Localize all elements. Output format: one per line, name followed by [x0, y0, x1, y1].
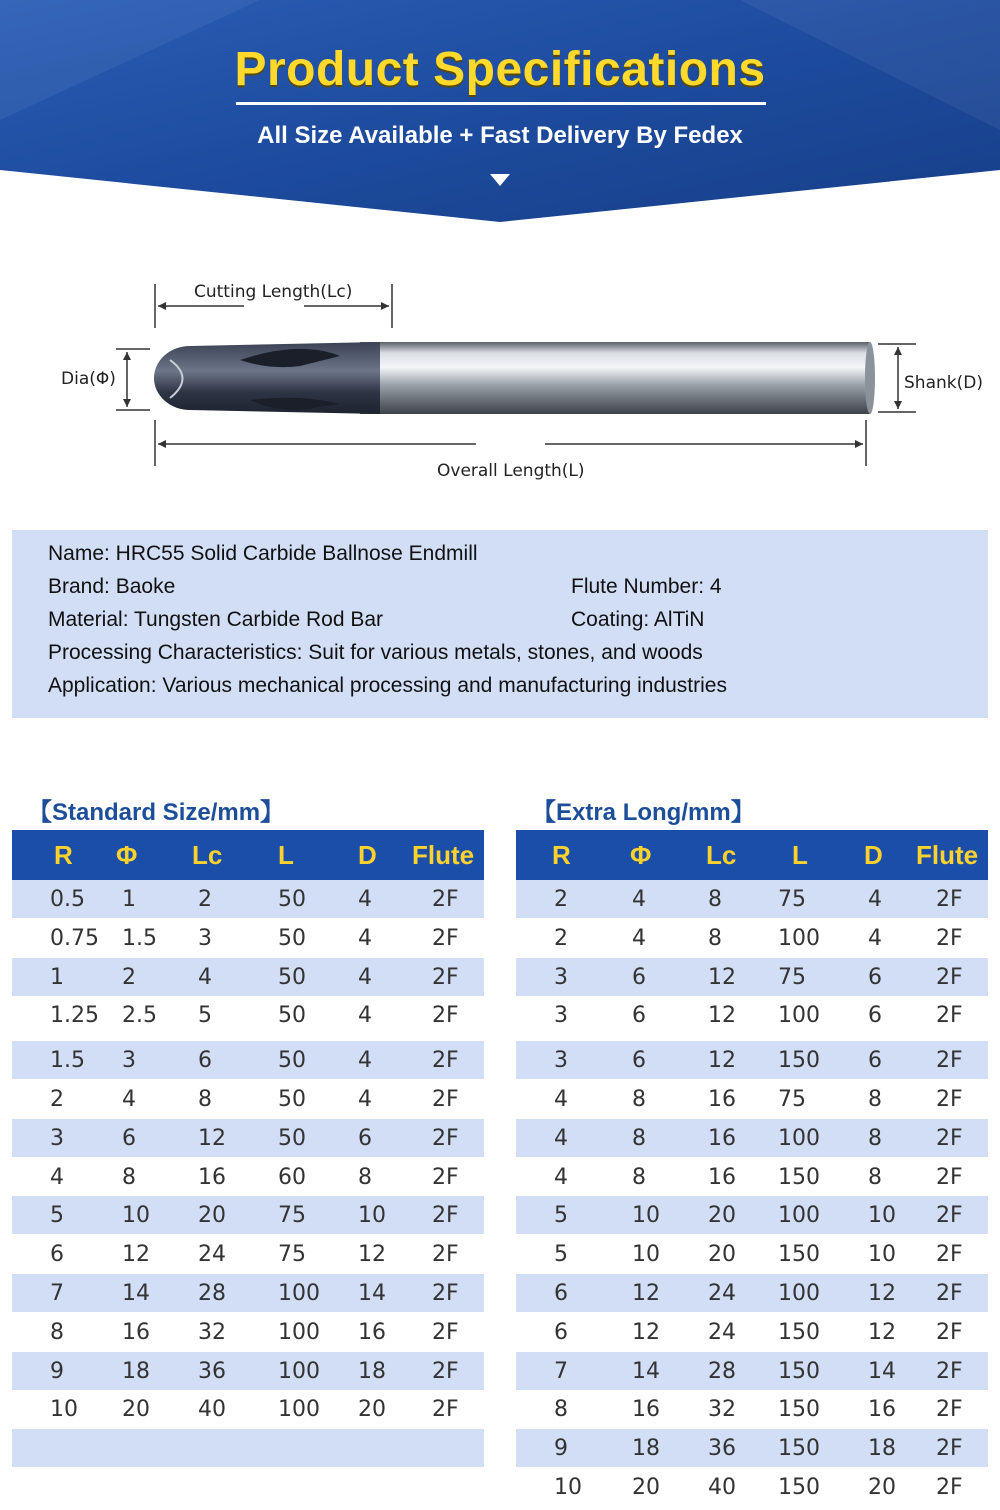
- table-cell: 1.5: [50, 1048, 85, 1074]
- table-cell: 6: [50, 1242, 64, 1268]
- product-brand: Brand: Baoke: [48, 575, 176, 598]
- table-cell: 2F: [936, 1436, 963, 1462]
- table-cell: 2F: [432, 1319, 459, 1345]
- table-cell: 75: [778, 887, 806, 912]
- table-row: [12, 1235, 484, 1273]
- table-cell: 8: [632, 1087, 646, 1112]
- product-info-box: [12, 530, 988, 718]
- table-cell: 6: [632, 1003, 646, 1029]
- column-header: Lc: [192, 840, 223, 870]
- table-row: [12, 1119, 484, 1157]
- table-cell: 2F: [432, 1048, 459, 1074]
- table-cell: 150: [778, 1475, 820, 1500]
- table-cell: 4: [358, 887, 372, 912]
- table-row: [516, 1119, 988, 1157]
- table-cell: 4: [358, 1003, 372, 1029]
- column-header: L: [792, 840, 808, 870]
- column-header: Φ: [116, 840, 138, 870]
- column-header: L: [278, 840, 294, 870]
- table-cell: 6: [554, 1281, 568, 1306]
- table-cell: 10: [358, 1203, 386, 1229]
- table-cell: 100: [778, 1003, 820, 1029]
- table-cell: 50: [278, 925, 306, 951]
- header-banner: [0, 0, 1000, 230]
- table-cell: 2F: [936, 887, 963, 912]
- table-cell: 28: [198, 1281, 226, 1306]
- table-cell: 20: [632, 1475, 660, 1500]
- table-cell: 2F: [432, 1087, 459, 1112]
- table-cell: 150: [778, 1358, 820, 1384]
- table-row: [516, 996, 988, 1034]
- table-cell: 2F: [936, 1048, 963, 1074]
- table-cell: 150: [778, 1436, 820, 1462]
- table-cell: 9: [50, 1358, 64, 1384]
- table-cell: 3: [554, 1048, 568, 1074]
- column-header: R: [552, 840, 571, 870]
- table-cell: 4: [554, 1164, 568, 1190]
- table-cell: 2.5: [122, 1003, 157, 1029]
- table-cell: 3: [554, 964, 568, 990]
- table-cell: 10: [632, 1242, 660, 1268]
- table-cell: 12: [358, 1242, 386, 1268]
- table-cell: 100: [278, 1358, 320, 1384]
- table-cell: 2: [198, 887, 212, 912]
- table-row: [516, 1429, 988, 1467]
- table-cell: 8: [50, 1319, 64, 1345]
- table-cell: 2F: [936, 1125, 963, 1151]
- table-cell: 60: [278, 1164, 306, 1190]
- table-cell: 2F: [432, 964, 459, 990]
- table-cell: 6: [198, 1048, 212, 1074]
- table-row: [12, 1274, 484, 1312]
- product-material: Material: Tungsten Carbide Rod Bar: [48, 608, 384, 631]
- table-cell: 50: [278, 964, 306, 990]
- table-cell: 12: [122, 1242, 150, 1268]
- extra-long-title: 【Extra Long/mm】: [532, 799, 755, 826]
- table-cell: 6: [358, 1125, 372, 1151]
- table-cell: 150: [778, 1397, 820, 1423]
- table-row: [516, 958, 988, 996]
- column-header: Flute: [412, 840, 475, 870]
- dia-label: Dia(Φ): [61, 369, 116, 389]
- table-cell: 6: [632, 964, 646, 990]
- table-cell: 18: [122, 1358, 150, 1384]
- product-name: Name: HRC55 Solid Carbide Ballnose Endmill: [48, 542, 478, 565]
- table-cell: 100: [778, 1125, 820, 1151]
- table-cell: 1: [122, 887, 136, 912]
- page-title: Product Specifications: [234, 43, 766, 96]
- table-cell: 2F: [936, 964, 963, 990]
- table-cell: 6: [868, 1048, 882, 1074]
- table-cell: 4: [358, 964, 372, 990]
- table-row: [12, 1041, 484, 1079]
- table-row: [516, 919, 988, 957]
- table-cell: 2F: [432, 1003, 459, 1029]
- table-cell: 10: [632, 1203, 660, 1229]
- table-cell: 50: [278, 1003, 306, 1029]
- table-cell: 16: [708, 1164, 736, 1190]
- table-cell: 8: [868, 1125, 882, 1151]
- table-cell: 16: [358, 1319, 386, 1345]
- table-cell: 3: [50, 1125, 64, 1151]
- table-cell: 8: [708, 887, 722, 912]
- table-row: [12, 1429, 484, 1467]
- table-cell: 16: [122, 1319, 150, 1345]
- table-cell: 20: [198, 1203, 226, 1229]
- table-row: [516, 1390, 988, 1428]
- table-cell: 3: [198, 925, 212, 951]
- column-header: Lc: [706, 840, 737, 870]
- table-cell: 2F: [936, 1242, 963, 1268]
- banner-background: [0, 0, 1000, 230]
- table-cell: 20: [868, 1475, 896, 1500]
- table-cell: 14: [632, 1358, 660, 1384]
- table-row: [12, 880, 484, 918]
- table-cell: 4: [554, 1125, 568, 1151]
- product-coating: Coating: AlTiN: [571, 608, 705, 631]
- table-cell: 1: [50, 964, 64, 990]
- column-header: D: [864, 840, 883, 870]
- table-cell: 4: [122, 1087, 136, 1112]
- table-cell: 2F: [936, 1203, 963, 1229]
- table-cell: 8: [868, 1087, 882, 1112]
- table-cell: 6: [632, 1048, 646, 1074]
- table-cell: 6: [554, 1319, 568, 1345]
- table-header: [12, 830, 484, 880]
- table-cell: 2: [50, 1087, 64, 1112]
- table-cell: 150: [778, 1164, 820, 1190]
- table-cell: 3: [122, 1048, 136, 1074]
- table-cell: 2F: [432, 1281, 459, 1306]
- table-cell: 4: [554, 1087, 568, 1112]
- table-cell: 12: [708, 964, 736, 990]
- table-cell: 4: [632, 925, 646, 951]
- table-cell: 12: [868, 1319, 896, 1345]
- table-cell: 2F: [936, 925, 963, 951]
- table-row: [12, 1313, 484, 1351]
- shank-body: [360, 342, 870, 414]
- table-cell: 18: [632, 1436, 660, 1462]
- table-cell: 4: [358, 925, 372, 951]
- table-row: [12, 996, 484, 1034]
- table-cell: 2F: [432, 1164, 459, 1190]
- product-flute-number: Flute Number: 4: [571, 575, 722, 598]
- standard-size-title: 【Standard Size/mm】: [28, 799, 285, 826]
- overall-length-label: Overall Length(L): [437, 461, 585, 481]
- table-cell: 20: [708, 1203, 736, 1229]
- page-subtitle: All Size Available + Fast Delivery By Fedex: [257, 122, 743, 149]
- table-cell: 1.25: [50, 1003, 99, 1029]
- table-cell: 2F: [936, 1281, 963, 1306]
- table-cell: 24: [708, 1281, 736, 1306]
- table-cell: 2F: [936, 1087, 963, 1112]
- table-row: [12, 1196, 484, 1234]
- table-cell: 16: [198, 1164, 226, 1190]
- table-cell: 16: [632, 1397, 660, 1423]
- table-cell: 28: [708, 1358, 736, 1384]
- table-cell: 150: [778, 1242, 820, 1268]
- table-cell: 5: [554, 1203, 568, 1229]
- table-cell: 2F: [432, 1358, 459, 1384]
- table-cell: 10: [122, 1203, 150, 1229]
- column-header: Φ: [630, 840, 652, 870]
- table-cell: 10: [554, 1475, 582, 1500]
- product-processing: Processing Characteristics: Suit for various metals, stones, and woods: [48, 641, 703, 664]
- table-cell: 2F: [432, 1125, 459, 1151]
- table-cell: 6: [868, 964, 882, 990]
- title-underline: [236, 102, 766, 105]
- table-cell: 0.75: [50, 925, 99, 951]
- table-row: [12, 1080, 484, 1118]
- table-cell: 32: [708, 1397, 736, 1423]
- table-cell: 100: [278, 1397, 320, 1423]
- table-cell: 8: [358, 1164, 372, 1190]
- column-header: D: [358, 840, 377, 870]
- table-row: [516, 1468, 988, 1506]
- table-cell: 12: [708, 1003, 736, 1029]
- product-application: Application: Various mechanical processing and manufacturing industries: [48, 674, 727, 697]
- table-cell: 4: [868, 887, 882, 912]
- table-cell: 24: [198, 1242, 226, 1268]
- table-cell: 7: [554, 1358, 568, 1384]
- table-cell: 12: [198, 1125, 226, 1151]
- table-cell: 2F: [432, 1242, 459, 1268]
- table-cell: 16: [708, 1125, 736, 1151]
- table-cell: 12: [708, 1048, 736, 1074]
- table-row: [516, 880, 988, 918]
- table-cell: 2F: [936, 1164, 963, 1190]
- table-cell: 2F: [432, 925, 459, 951]
- table-cell: 2F: [936, 1319, 963, 1345]
- table-cell: 7: [50, 1281, 64, 1306]
- table-row: [516, 1041, 988, 1079]
- table-row: [516, 1352, 988, 1390]
- table-cell: 50: [278, 1125, 306, 1151]
- table-cell: 8: [868, 1164, 882, 1190]
- table-cell: 40: [198, 1397, 226, 1423]
- table-cell: 12: [632, 1281, 660, 1306]
- shank-label: Shank(D): [904, 373, 983, 393]
- table-row: [516, 1158, 988, 1196]
- endmill-diagram: [0, 270, 1000, 500]
- table-cell: 14: [868, 1358, 896, 1384]
- table-cell: 10: [868, 1242, 896, 1268]
- table-cell: 100: [278, 1319, 320, 1345]
- table-cell: 10: [868, 1203, 896, 1229]
- table-row: [516, 1080, 988, 1118]
- table-header: [516, 830, 988, 880]
- table-cell: 5: [554, 1242, 568, 1268]
- table-cell: 5: [50, 1203, 64, 1229]
- column-header: Flute: [916, 840, 979, 870]
- table-cell: 9: [554, 1436, 568, 1462]
- table-cell: 12: [868, 1281, 896, 1306]
- table-cell: 50: [278, 1087, 306, 1112]
- table-cell: 150: [778, 1319, 820, 1345]
- table-row: [12, 958, 484, 996]
- table-cell: 5: [198, 1003, 212, 1029]
- column-header: R: [54, 840, 73, 870]
- table-cell: 100: [778, 925, 820, 951]
- table-cell: 32: [198, 1319, 226, 1345]
- table-cell: 16: [868, 1397, 896, 1423]
- table-row: [12, 1352, 484, 1390]
- table-cell: 6: [868, 1003, 882, 1029]
- table-cell: 100: [778, 1281, 820, 1306]
- table-row: [516, 1313, 988, 1351]
- table-cell: 2F: [432, 887, 459, 912]
- table-cell: 8: [708, 925, 722, 951]
- table-cell: 2F: [936, 1003, 963, 1029]
- table-cell: 50: [278, 1048, 306, 1074]
- table-row: [516, 1196, 988, 1234]
- table-cell: 4: [358, 1087, 372, 1112]
- table-cell: 12: [632, 1319, 660, 1345]
- table-cell: 4: [358, 1048, 372, 1074]
- table-row: [12, 919, 484, 957]
- table-cell: 36: [708, 1436, 736, 1462]
- table-cell: 75: [778, 1087, 806, 1112]
- table-cell: 20: [122, 1397, 150, 1423]
- table-cell: 0.5: [50, 887, 85, 912]
- table-cell: 4: [632, 887, 646, 912]
- chevron-down-icon: [490, 174, 510, 186]
- table-cell: 2F: [936, 1358, 963, 1384]
- table-cell: 75: [278, 1203, 306, 1229]
- table-cell: 10: [50, 1397, 78, 1423]
- table-row: [516, 1274, 988, 1312]
- table-cell: 14: [358, 1281, 386, 1306]
- table-cell: 8: [632, 1125, 646, 1151]
- table-cell: 75: [278, 1242, 306, 1268]
- table-cell: 4: [198, 964, 212, 990]
- table-cell: 8: [122, 1164, 136, 1190]
- table-cell: 75: [778, 964, 806, 990]
- table-cell: 2: [122, 964, 136, 990]
- table-row: [12, 1158, 484, 1196]
- table-row: [516, 1235, 988, 1273]
- table-cell: 18: [358, 1358, 386, 1384]
- table-cell: 20: [708, 1242, 736, 1268]
- table-cell: 4: [50, 1164, 64, 1190]
- table-cell: 8: [632, 1164, 646, 1190]
- table-cell: 150: [778, 1048, 820, 1074]
- table-row: [12, 1390, 484, 1428]
- table-cell: 50: [278, 887, 306, 912]
- table-cell: 3: [554, 1003, 568, 1029]
- table-cell: 2F: [936, 1475, 963, 1500]
- table-cell: 16: [708, 1087, 736, 1112]
- table-cell: 1.5: [122, 925, 157, 951]
- table-cell: 24: [708, 1319, 736, 1345]
- table-cell: 8: [198, 1087, 212, 1112]
- table-cell: 2: [554, 887, 568, 912]
- table-cell: 2: [554, 925, 568, 951]
- table-cell: 2F: [432, 1397, 459, 1423]
- table-cell: 36: [198, 1358, 226, 1384]
- table-cell: 18: [868, 1436, 896, 1462]
- cutting-length-label: Cutting Length(Lc): [194, 282, 353, 302]
- table-cell: 100: [278, 1281, 320, 1306]
- table-cell: 14: [122, 1281, 150, 1306]
- table-cell: 8: [554, 1397, 568, 1423]
- table-cell: 2F: [936, 1397, 963, 1423]
- table-cell: 2F: [432, 1203, 459, 1229]
- table-cell: 20: [358, 1397, 386, 1423]
- table-cell: 6: [122, 1125, 136, 1151]
- table-cell: 100: [778, 1203, 820, 1229]
- table-cell: 40: [708, 1475, 736, 1500]
- table-cell: 4: [868, 925, 882, 951]
